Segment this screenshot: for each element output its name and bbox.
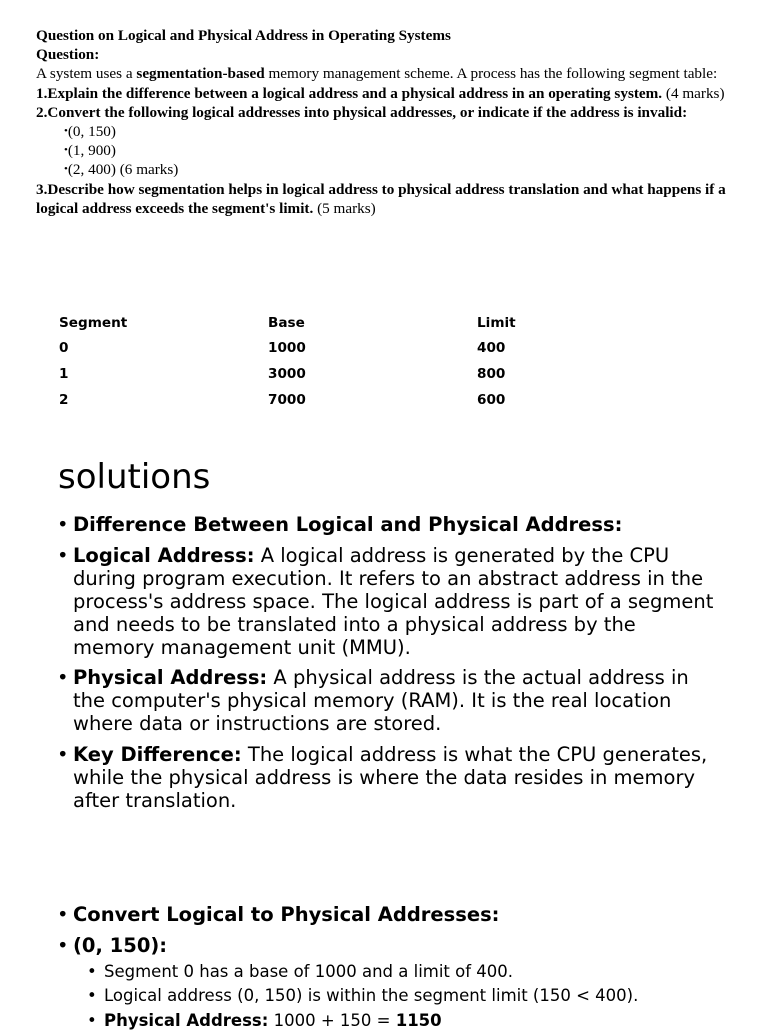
column-header-base: Base [268, 314, 305, 331]
intro-text-pre: A system uses a [36, 65, 137, 83]
table-cell: 800 [477, 365, 506, 382]
question-1-text: 1.Explain the difference between a logical address and a physical address in an operating system. [36, 84, 663, 102]
table-cell: 7000 [268, 391, 306, 408]
step-text: Logical address (0, 150) is within the segment limit (150 < 400). [104, 986, 639, 1006]
question-3 [36, 180, 736, 218]
question-1 [36, 84, 736, 103]
question-2-item [36, 141, 736, 160]
segment-table [56, 310, 597, 412]
question-intro [36, 64, 736, 83]
item-text: A logical address is generated by the CPU during program execution. It refers to an abstract address in the process's address space. The logical address is part of a segment and needs to be translated into a physical address by the memory management unit (MMU). [73, 543, 714, 659]
table-cell: 1 [59, 365, 69, 382]
question-1-marks: (4 marks) [662, 84, 725, 102]
table-cell: 2 [59, 391, 69, 408]
table-row [56, 336, 597, 362]
list-item [56, 666, 716, 735]
item-text: The logical address is what the CPU generates, while the physical address is where the data resides in memory after translation. [73, 742, 708, 812]
question-title: Question on Logical and Physical Address in Operating Systems [36, 27, 451, 44]
table-cell: 600 [477, 391, 506, 408]
table-cell: 400 [477, 340, 506, 357]
step-result: 1150 [395, 1010, 442, 1030]
conversion-case-label: (0, 150): [73, 933, 168, 957]
question-label: Question: [36, 46, 100, 64]
question-2-item-text: (0, 150) [67, 123, 116, 141]
question-2-item [36, 122, 736, 141]
item-heading: Key Difference: [73, 742, 242, 766]
bullet-icon: • [64, 144, 68, 157]
item-text: A physical address is the actual address in the computer's physical memory (RAM). It is the real location where data or instructions are stored. [73, 666, 689, 736]
list-item [84, 1009, 744, 1033]
question-3-marks: (5 marks) [313, 199, 376, 217]
bullet-icon: • [64, 125, 68, 138]
table-cell: 1000 [268, 340, 306, 357]
table-cell: 3000 [268, 365, 306, 382]
table-row [56, 361, 597, 387]
step-text: 1000 + 150 = [268, 1010, 396, 1030]
question-2-item-text: (2, 400) (6 marks) [67, 161, 179, 179]
question-2-item [36, 160, 736, 179]
item-heading: Difference Between Logical and Physical Address: [73, 513, 623, 536]
intro-text-post: memory management scheme. A process has the following segment table: [264, 65, 718, 83]
table-row [56, 387, 597, 413]
question-3-text: 3.Describe how segmentation helps in logical address to physical address translation and what happens if a logical address exceeds the segment's limit. [36, 180, 726, 217]
list-item [84, 960, 744, 984]
intro-text-bold: segmentation-based [136, 65, 265, 83]
solutions-heading: solutions [58, 457, 211, 497]
step-label: Physical Address: [104, 1010, 269, 1030]
question-block [36, 26, 736, 218]
list-item [56, 513, 716, 536]
list-item [84, 984, 744, 1008]
item-heading: Logical Address: [73, 543, 255, 567]
list-item [56, 903, 716, 926]
step-text: Segment 0 has a base of 1000 and a limit of 400. [104, 962, 514, 981]
list-item [56, 743, 716, 812]
column-header-limit: Limit [477, 314, 516, 331]
solutions-list [56, 513, 716, 819]
conversion-heading: Convert Logical to Physical Addresses: [73, 903, 500, 926]
column-header-segment: Segment [59, 314, 128, 331]
question-2-text: 2.Convert the following logical addresses into physical addresses, or indicate if the address is invalid: [36, 103, 688, 121]
conversion-list [56, 903, 716, 964]
list-item [56, 934, 716, 957]
list-item [56, 544, 716, 659]
question-2-item-text: (1, 900) [67, 142, 116, 160]
bullet-icon: • [64, 163, 68, 176]
table-header-row [56, 310, 597, 336]
table-cell: 0 [59, 340, 69, 357]
item-heading: Physical Address: [73, 666, 268, 690]
conversion-steps [84, 960, 744, 1033]
